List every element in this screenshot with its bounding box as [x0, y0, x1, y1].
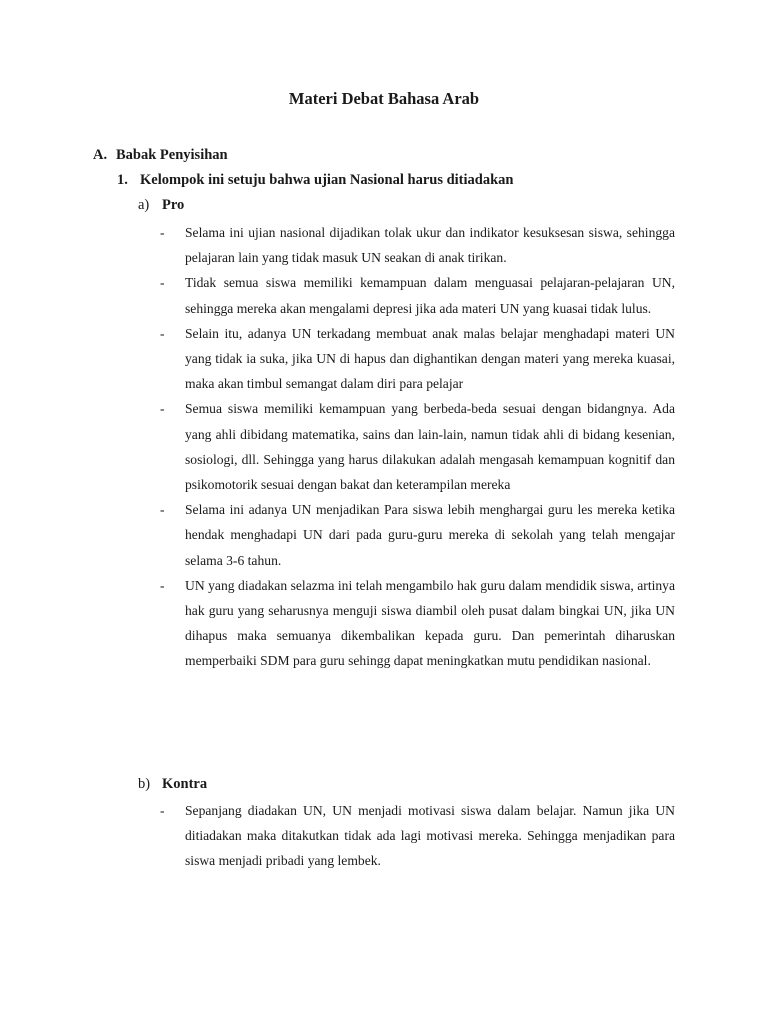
dash-bullet: -: [160, 225, 165, 240]
subsection-marker: a): [138, 197, 150, 213]
dash-bullet: -: [160, 577, 165, 593]
dash-bullet: -: [160, 401, 165, 417]
section-label: Babak Penyisihan: [116, 147, 228, 163]
subsection-label: Kontra: [162, 776, 208, 792]
list-item: [160, 220, 675, 270]
pro-argument-list: [160, 220, 675, 674]
section-heading-a: [93, 145, 228, 165]
list-item-text: Selama ini adanya UN menjadikan Para siswa lebih menghargai guru les mereka ketika hendak menghadapi UN dari pada guru-guru mereka di sekolah yang telah mengajar selama 3-6 tahun.: [185, 502, 675, 568]
subsection-label: Pro: [162, 197, 185, 213]
list-item-text: Tidak semua siswa memiliki kemampuan dalam menguasai pelajaran-pelajaran UN, sehingga mereka akan mengalami depresi jika ada materi UN yang kuasai tidak lulus.: [185, 275, 675, 316]
list-item: [160, 798, 675, 874]
section-label: Kelompok ini setuju bahwa ujian Nasional harus ditiadakan: [140, 172, 514, 188]
list-item-text: Selain itu, adanya UN terkadang membuat anak malas belajar menghadapi materi UN yang tidak ia suka, jika UN di hapus dan dighantikan dengan materi yang mereka kuasai, maka akan timbul semangat dalam diri para pelajar: [185, 325, 675, 392]
section-heading-1: [117, 170, 513, 190]
subsection-heading-pro: [138, 195, 184, 215]
list-item: [160, 497, 675, 573]
section-marker: 1.: [117, 172, 128, 188]
list-item: [160, 321, 675, 397]
list-item: [160, 396, 675, 497]
dash-bullet: -: [160, 803, 165, 818]
section-marker: A.: [93, 147, 108, 163]
list-item: [160, 573, 675, 674]
list-item-text: UN yang diadakan selazma ini telah mengambilo hak guru dalam mendidik siswa, artinya hak guru yang seharusnya menguji siswa diambil oleh pusat dalam bingkai UN, jika UN dihapus maka semuanya dikembalikan kepada guru. Dan pemerintah diharuskan memperbaiki SDM para guru sehingg dapat meningkatkan mutu pendidikan nasional.: [185, 577, 675, 669]
list-item-text: Semua siswa memiliki kemampuan yang berbeda-beda sesuai dengan bidangnya. Ada yang ahli dibidang matematika, sains dan lain-lain, namun tidak ahli di bidang kesenian, sosiologi, dll. Sehingga yang harus dilakukan adalah mengasah kemampuan kognitif dan psikomotorik sesuai dengan bakat dan keterampilan mereka: [185, 401, 675, 493]
dash-bullet: -: [160, 502, 165, 518]
list-item-text: Selama ini ujian nasional dijadikan tolak ukur dan indikator kesuksesan siswa, sehingga pelajaran lain yang tidak masuk UN seakan di anak tirikan.: [185, 225, 675, 266]
list-item-text: Sepanjang diadakan UN, UN menjadi motivasi siswa dalam belajar. Namun jika UN ditiadakan maka ditakutkan tidak ada lagi motivasi mereka. Sehingga menjadikan para siswa menjadi pribadi yang lembek.: [185, 803, 675, 869]
list-item: [160, 270, 675, 320]
dash-bullet: -: [160, 325, 165, 341]
dash-bullet: -: [160, 275, 165, 291]
subsection-marker: b): [138, 776, 151, 792]
page-title: Materi Debat Bahasa Arab: [288, 89, 480, 108]
kontra-argument-list: [160, 798, 675, 874]
subsection-heading-kontra: [138, 774, 207, 794]
